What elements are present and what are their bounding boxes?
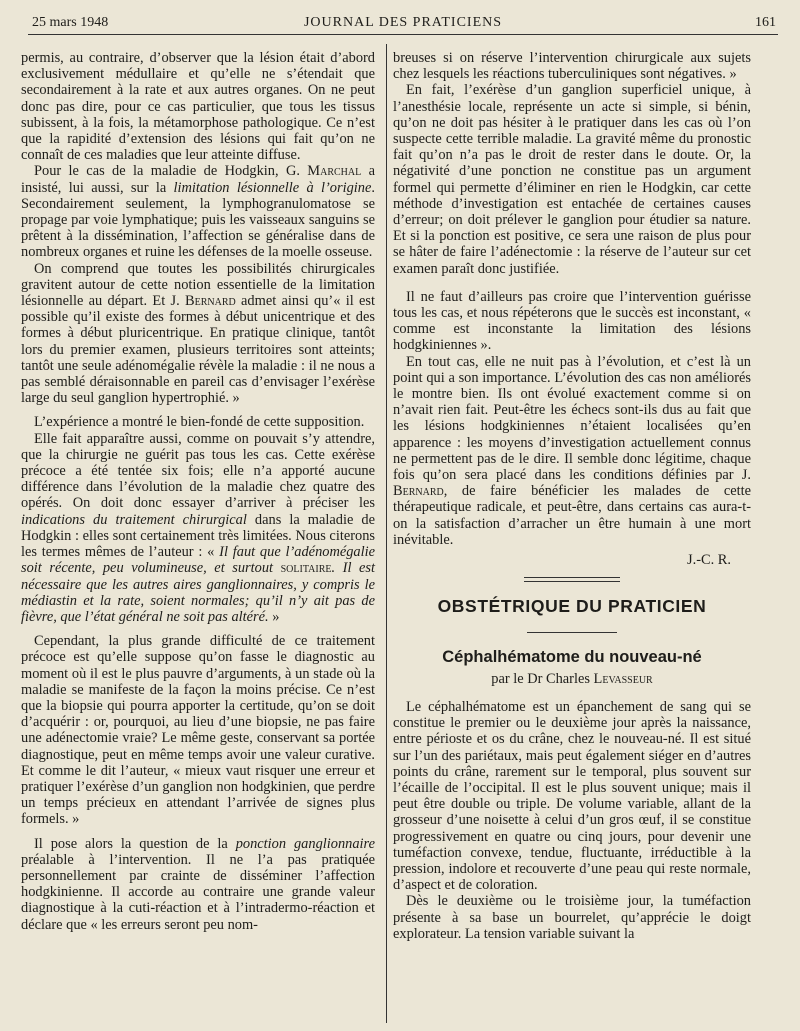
article-title: Céphalhématome du nouveau-né bbox=[442, 647, 702, 666]
signature: J.-C. R. bbox=[687, 552, 731, 569]
author-name: Levasseur bbox=[593, 670, 653, 687]
emphasis: solitaire bbox=[280, 560, 332, 577]
section-divider bbox=[524, 577, 620, 582]
paragraph: L’expérience a montré le bien-fondé de cette supposition. bbox=[34, 414, 365, 431]
author-name: Bernard bbox=[393, 483, 444, 500]
paragraph: On comprend que toutes les possibilités chirurgicales gravitent autour de cette notion essentielle de la limitation lésionnelle au départ. Et J. Bernard admet ainsi qu’« il est possible qu’il existe des formes à début unicentrique et des formes à début pluricentrique. En pratique clinique, tantôt lors du premier examen, plusieurs territoires sont atteints; tantôt une seule adénomégalie révèle la maladie : il ne nous a pas semblé déraisonnable en pareil cas d’envisager l’exérèse large du seul ganglion hypertrophié. » bbox=[21, 260, 375, 407]
author-name: Marchal bbox=[307, 163, 362, 180]
paragraph: permis, au contraire, d’observer que la lésion était d’abord exclusivement médullaire et qu’elle ne s’étendait que secondairement à la rate et aux autres organes. On ne peut donc pas dire, pour ce cas particulier, que tous les tissus subissent, à la fois, la métamorphose pathologique. Ce n’est que la rapidité d’extension des lésions qui fait qu’on ne connaît de ces maladies que leur atteinte diffuse. bbox=[21, 50, 375, 164]
quote: Il faut que l’adénomégalie soit récente, peu volumineuse, et surtout bbox=[21, 544, 376, 577]
header-journal-title: JOURNAL DES PRATICIENS bbox=[303, 15, 503, 30]
paragraph: En fait, l’exérèse d’un ganglion superficiel unique, à l’anesthésie locale, représente un acte si simple, si bénin, qu’on ne doit pas hésiter à le pratiquer dans les cas où l’on suspecte cette terrible maladie. La gravité même du pronostic fait qu’on n’a pas le droit de rester dans le doute. Or, la négativité d’une ponction ne constitue pas un argument formel qui permette d’éliminer en rien le Hodgkin, car cette méthode d’investigation est entachée de certaines causes d’erreur; on doit prélever le ganglion pour étudier sa nature. Et si la ponction est positive, ce sera une raison de plus pour se hâter de faire l’adénectomie : la réserve de l’auteur sur cet examen paraît donc justifiée. bbox=[393, 82, 751, 277]
quote: . Il est nécessaire que les autres aires ganglionnaires, y compris le médiastin et la rate, soient normales; qu’il n’y ait pas de fièvre, que l’état général ne soit pas altéré. bbox=[21, 560, 375, 625]
paragraph: Dès le deuxième ou le troisième jour, la tuméfaction présente à sa base un bourrelet, qu’apprécie le doigt explorateur. La tension variable suivant la bbox=[393, 893, 751, 942]
paragraph: Il pose alors la question de la ponction ganglionnaire préalable à l’intervention. Il ne l’a pas pratiquée personnellement par crainte de disséminer l’affection hodgkinienne. Il accorde au contraire une grande valeur diagnostique à la cuti-réaction et à l’intradermo-réaction et déclare que « les erreurs seront peu nom- bbox=[21, 835, 375, 933]
paragraph: breuses si on réserve l’intervention chirurgicale aux sujets chez lesquels les réactions tuberculiniques sont négatives. » bbox=[393, 50, 751, 83]
title-divider bbox=[527, 632, 617, 633]
paragraph: Le céphalhématome est un épanchement de sang qui se constitue le premier ou le deuxième jour après la naissance, entre périoste et os du crâne, chez le nouveau-né. Il est situé sur l’un des pariétaux, mais peut également siéger en d’autres points du crâne, rarement sur le temporal, plus souvent sur l’écaille de l’occipital. Il est le plus souvent unique; mais il peut être double ou triple. De volume variable, allant de la grosseur d’une noisette à celui d’un gros œuf, il se constitue progressivement en quatre ou cinq jours, pour devenir une tuméfaction convexe, tendue, fluctuante, irréductible à la pression, indolore et recouverte d’une peau qui reste normale, d’aspect et de coloration. bbox=[393, 698, 751, 894]
left-column bbox=[21, 50, 375, 933]
page-header bbox=[28, 10, 778, 35]
paragraph: Elle fait apparaître aussi, comme on pouvait s’y attendre, que la chirurgie ne guérit pas tous les cas. Cette exérèse précoce a été tentée six fois; elle n’a apporté aucune différence dans l’évolution de la maladie chez quatre des opérés. On doit donc essayer d’arriver à préciser les indications du traitement chirurgical dans la maladie de Hodgkin : elles sont certainement très limitées. Nous citerons les termes mêmes de l’auteur : « Il faut que l’adénomégalie soit récente, peu volumineuse, et surtout solitaire. Il est nécessaire que les autres aires ganglionnaires, y compris le médiastin et la rate, soient normales; qu’il n’y ait pas de fièvre, que l’état général ne soit pas altéré. » bbox=[21, 430, 376, 625]
byline: par le Dr Charles Levasseur bbox=[491, 670, 653, 687]
emphasis: ponction ganglionnaire bbox=[235, 835, 375, 852]
emphasis: limitation lésionnelle à l’origine bbox=[173, 179, 372, 196]
emphasis: indications du traitement chirurgical bbox=[21, 511, 247, 528]
section-title: OBSTÉTRIQUE DU PRATICIEN bbox=[437, 596, 707, 617]
header-date: 25 mars 1948 bbox=[32, 15, 109, 30]
author-name: Bernard bbox=[185, 293, 236, 310]
right-column bbox=[393, 50, 751, 942]
header-page-number: 161 bbox=[755, 15, 776, 30]
column-divider bbox=[386, 44, 387, 1023]
paragraph: Pour le cas de la maladie de Hodgkin, G. Marchal a insisté, lui aussi, sur la limitation lésionnelle à l’origine. Secondairement seulement, la lymphogranulomatose se propage par voie lymphatique; puis les vaisseaux sanguins se prêtent à la dissémination, l’affection se généralise dans de nombreux organes et ruine les défenses de la moelle osseuse. bbox=[21, 163, 375, 261]
paragraph: Il ne faut d’ailleurs pas croire que l’intervention guérisse tous les cas, et nous répéterons que le succès est inconstant, « comme est inconstante la limitation des lésions hodgkiniennes ». bbox=[393, 288, 751, 354]
paragraph: En tout cas, elle ne nuit pas à l’évolution, et c’est là un point qui a son importance. L’évolution des cas non améliorés le montre bien. Ils ont évolué exactement comme si on n’avait rien fait. Peut-être les échecs sont-ils dus au fait que les lésions hodgkiniennes n’étaient localisées qu’en apparence : les moyens d’investigation actuellement connus ne permettent pas de le dire. Il semble donc légitime, chaque fois qu’on sera placé dans les conditions définies par J. Bernard, de faire bénéficier les malades de cette thérapeutique radicale, et peut-être, dans certains cas aura-t-on la satisfaction d’arracher un être humain à une mort inévitable. bbox=[393, 353, 751, 548]
paragraph: Cependant, la plus grande difficulté de ce traitement précoce est qu’elle suppose qu’on fasse le diagnostic au moment où il est le plus pauvre d’arguments, à un stade où la maladie se manifeste de la façon la moins précise. Ce n’est que la biopsie qui pourra apporter la certitude, qu’on se doit d’acquérir : or, pourquoi, au lieu d’une biopsie, ne pas faire une adénectomie vraie? Le même geste, conservant sa portée diagnostique, peut en même temps avoir une valeur curative. Et comme le dit l’auteur, « mieux vaut risquer une erreur et pratiquer l’exérèse d’un ganglion non hodgkinien, que perdre un temps précieux en attendant l’arrivée de signes plus formels. » bbox=[21, 633, 375, 828]
